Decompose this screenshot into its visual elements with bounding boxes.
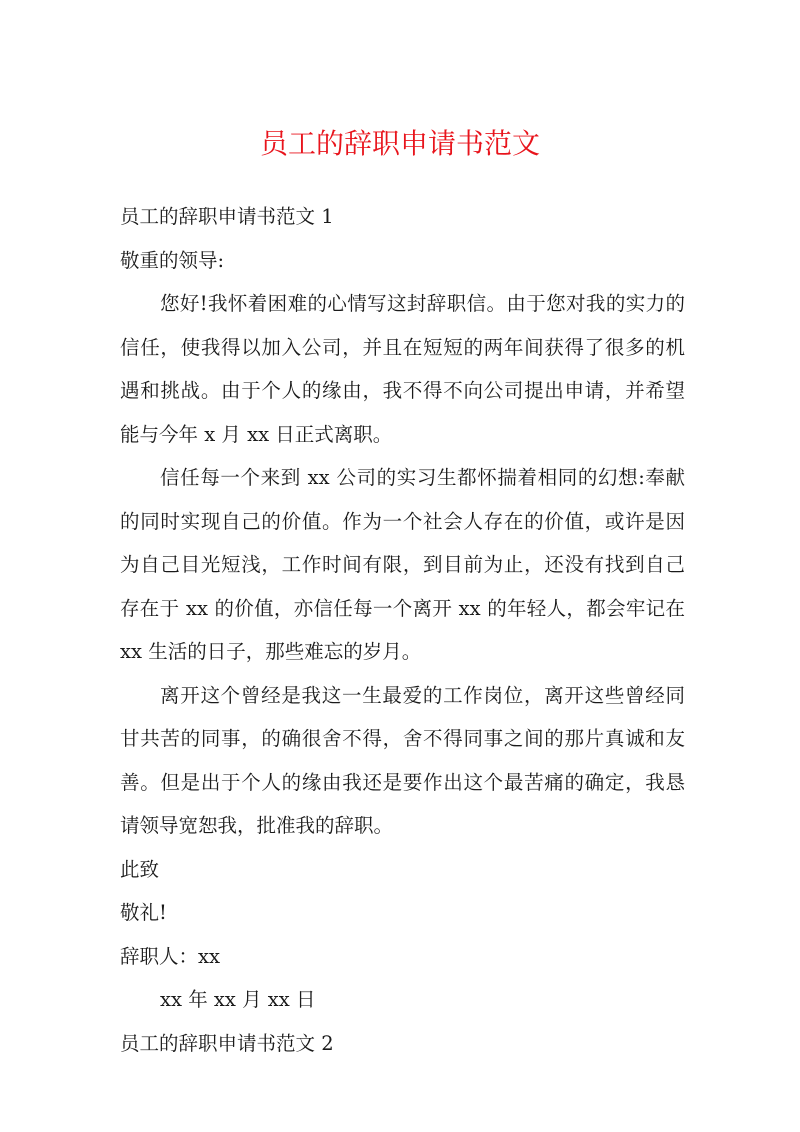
document-body xyxy=(120,195,685,1065)
paragraph-2: 信任每一个来到 xx 公司的实习生都怀揣着相同的幻想:奉献的同时实现自己的价值。作为一个社会人存在的价值，或许是因为自己目光短浅，工作时间有限，到目前为止，还没有找到自己存在于 xx 的价值，亦信任每一个离开 xx 的年轻人，都会牢记在 xx 生活的日子，那些难忘的岁月。 xyxy=(120,466,685,663)
salutation: 敬重的领导: xyxy=(120,248,225,272)
paragraph-3: 离开这个曾经是我这一生最爱的工作岗位，离开这些曾经同甘共苦的同事，的确很舍不得，舍不得同事之间的那片真诚和友善。但是出于个人的缘由我还是要作出这个最苦痛的确定，我恳请领导宽恕我，批准我的辞职。 xyxy=(120,683,685,837)
signature: 辞职人：xx xyxy=(120,944,220,968)
section-2-heading: 员工的辞职申请书范文 2 xyxy=(120,1031,334,1055)
date: xx 年 xx 月 xx 日 xyxy=(160,988,316,1011)
regards: 敬礼! xyxy=(120,901,167,924)
document-title: 员工的辞职申请书范文 xyxy=(259,127,540,160)
paragraph-1: 您好!我怀着困难的心情写这封辞职信。由于您对我的实力的信任，使我得以加入公司，并且在短短的两年间获得了很多的机遇和挑战。由于个人的缘由，我不得不向公司提出申请，并希望能与今年 x 月 xx 日正式离职。 xyxy=(120,292,685,446)
section-1-heading: 员工的辞职申请书范文 1 xyxy=(120,205,334,228)
closing: 此致 xyxy=(120,857,160,881)
